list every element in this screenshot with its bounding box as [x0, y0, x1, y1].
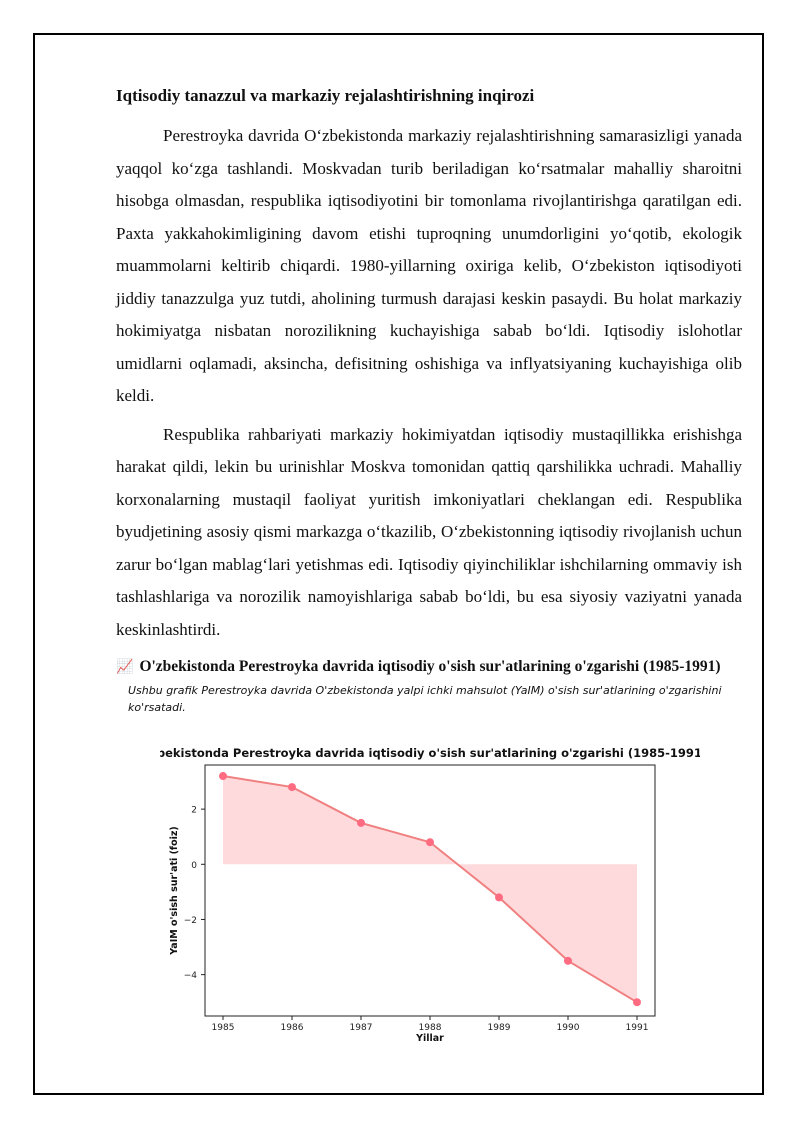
figure-title-text: O'zbekistonda Perestroyka davrida iqtisodiy o'sish sur'atlarining o'zgarishi (1985-1991): [139, 658, 721, 675]
data-point-1987: [357, 819, 365, 827]
document-body: [116, 86, 742, 716]
data-point-1991: [633, 998, 641, 1006]
y-tick-label: −4: [183, 971, 197, 982]
area-fill: [223, 776, 637, 1002]
data-point-1988: [426, 838, 434, 846]
x-tick-label: 1985: [211, 1023, 235, 1033]
figure-caption: Ushbu grafik Perestroyka davrida O'zbekistonda yalpi ichki mahsulot (YaIM) o'sish sur'atlarining o'zgarishini ko'rsatadi.: [128, 684, 722, 714]
data-point-1989: [495, 893, 503, 901]
x-tick-label: 1987: [349, 1023, 373, 1033]
x-tick-label: 1986: [280, 1023, 304, 1033]
chart-title: O'zbekistonda Perestroyka davrida iqtisodiy o'sish sur'atlarining o'zgarishi (1985-1991): [160, 746, 700, 760]
data-point-1986: [288, 783, 296, 791]
data-point-1985: [219, 772, 227, 780]
x-tick-label: 1990: [556, 1023, 580, 1033]
y-tick-label: −2: [183, 915, 197, 926]
paragraph-1: Perestroyka davrida O‘zbekistonda markaziy rejalashtirishning samarasizligi yanada yaqqol ko‘zga tashlandi. Moskvadan turib beriladigan ko‘rsatmalar mahalliy sharoitni hisobga olmasdan, respublika iqtisodiyotini bir tomonlama rivojlantirishga qaratilgan edi. Paxta yakkahokimligining davom etishi tuproqning unumdorligini yo‘qotib, ekologik muammolarni keltirib chiqardi. 1980-yillarning oxiriga kelib, O‘zbekiston iqtisodiyoti jiddiy tanazzulga yuz tutdi, aholining turmush darajasi keskin pasaydi. Bu holat markaziy hokimiyatga nisbatan norozilikning kuchayishiga sabab bo‘ldi. Iqtisodiy islohotlar umidlarni oqlamadi, aksincha, defisitning oshishiga va inflyatsiyaning kuchayishiga olib keldi.: [116, 126, 742, 405]
data-point-1990: [564, 957, 572, 965]
paragraph-2: Respublika rahbariyati markaziy hokimiyatdan iqtisodiy mustaqillikka erishishga harakat qildi, lekin bu urinishlar Moskva tomonidan qattiq qarshilikka uchradi. Mahalliy korxonalarning mustaqil faoliyat yuritish imkoniyatlari cheklangan edi. Respublika byudjetining asosiy qismi markazga o‘tkazilib, O‘zbekistonning iqtisodiy rivojlanish uchun zarur bo‘lgan mablag‘lari yetishmas edi. Iqtisodiy qiyinchiliklar ishchilarning ommaviy ish tashlashlariga va norozilik namoyishlariga sabab bo‘ldi, bu esa siyosiy vaziyatni yanada keskinlashtirdi.: [116, 424, 742, 639]
x-tick-label: 1988: [418, 1023, 442, 1033]
figure-title: [116, 658, 742, 676]
x-axis-label: Yillar: [416, 1033, 444, 1044]
y-tick-label: 0: [191, 860, 197, 871]
y-tick-label: 2: [191, 805, 197, 816]
x-tick-label: 1989: [487, 1023, 511, 1033]
y-axis-label: YaIM o'sish sur'ati (foiz): [169, 826, 180, 955]
gdp-growth-chart: [160, 742, 700, 1048]
chart-icon: 📈: [116, 659, 134, 675]
chart-container: [160, 742, 700, 1048]
section-heading: Iqtisodiy tanazzul va markaziy rejalashtirishning inqirozi: [116, 86, 535, 105]
x-tick-label: 1991: [625, 1023, 649, 1033]
